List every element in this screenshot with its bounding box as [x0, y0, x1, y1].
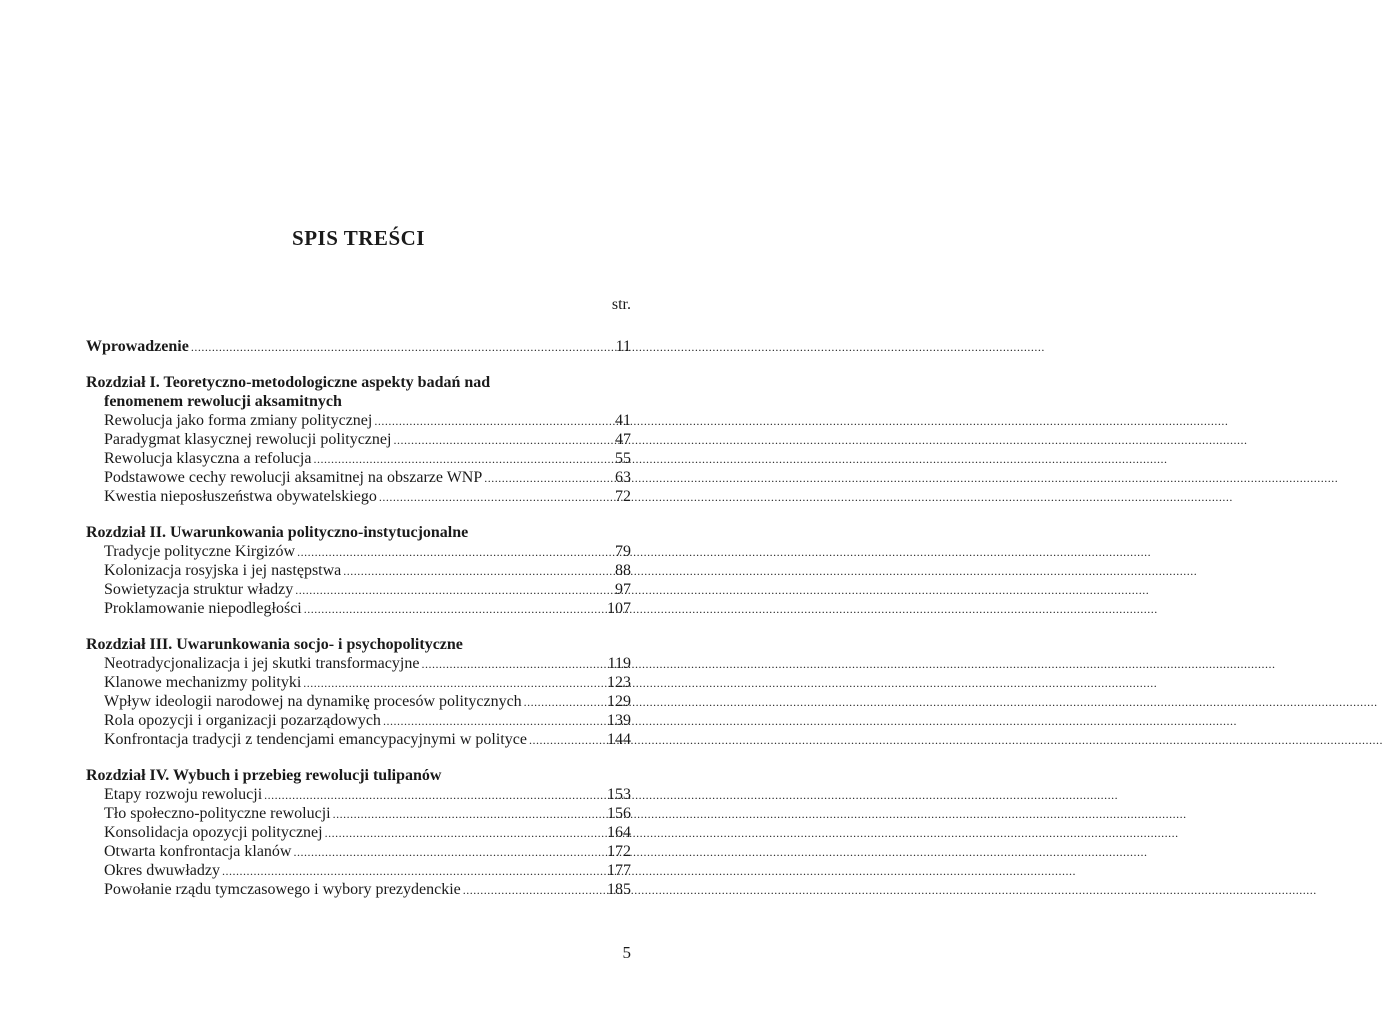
chapter-section	[86, 373, 631, 506]
dot-leader	[313, 450, 595, 469]
dot-leader	[484, 469, 595, 488]
toc-entry-title: Rewolucja klasyczna a refolucja	[104, 450, 312, 467]
toc-entry-intro	[86, 337, 631, 356]
toc-entry	[86, 580, 631, 599]
toc-entry-title: Podstawowe cechy rewolucji aksamitnej na obszarze WNP	[104, 469, 483, 486]
toc-entry	[86, 542, 631, 561]
toc-entry-page: 55	[615, 450, 631, 467]
toc-entry-title: Kwestia nieposłuszeństwa obywatelskiego	[104, 488, 377, 505]
toc-entry-title: Konsolidacja opozycji politycznej	[104, 824, 323, 841]
dot-leader	[393, 431, 595, 450]
toc-entry-page: 177	[607, 862, 631, 879]
toc-entry-page: 139	[607, 712, 631, 729]
dot-leader	[295, 581, 595, 600]
toc-entry-title: Proklamowanie niepodległości	[104, 600, 302, 617]
chapter-section	[86, 635, 631, 749]
dot-leader	[325, 824, 595, 843]
toc-entry-page: 107	[607, 600, 631, 617]
toc-entry-title: Paradygmat klasycznej rewolucji politycznej	[104, 431, 392, 448]
dot-leader	[293, 843, 595, 862]
dot-leader	[222, 862, 595, 881]
chapter-heading: Rozdział II. Uwarunkowania polityczno-instytucjonalne	[86, 524, 469, 541]
toc-entry	[86, 804, 631, 823]
page-column-label: str.	[611, 296, 631, 313]
chapter-heading-continued: fenomenem rewolucji aksamitnych	[104, 393, 342, 410]
chapter-section	[86, 523, 631, 618]
dot-leader	[343, 562, 595, 581]
dot-leader	[529, 731, 595, 750]
toc-entry-title: Konfrontacja tradycji z tendencjami emancypacyjnymi w polityce	[104, 731, 527, 748]
toc-entry-page: 97	[615, 581, 631, 598]
toc-entry-title: Powołanie rządu tymczasowego i wybory prezydenckie	[104, 881, 461, 898]
chapter-heading: Rozdział IV. Wybuch i przebieg rewolucji tulipanów	[86, 767, 442, 784]
toc-entry-page: 123	[607, 674, 631, 691]
toc-entry	[86, 842, 631, 861]
dot-leader	[374, 412, 595, 431]
page-title: SPIS TREŚCI	[292, 226, 425, 250]
toc-entry-page: 47	[615, 431, 631, 448]
toc-entry	[86, 785, 631, 804]
toc-entry-page: 88	[615, 562, 631, 579]
toc-entry	[86, 692, 631, 711]
toc-entry-title: Kolonizacja rosyjska i jej następstwa	[104, 562, 342, 579]
toc-entry	[86, 730, 631, 749]
toc-entry	[86, 673, 631, 692]
toc-entry	[86, 487, 631, 506]
dot-leader	[463, 881, 595, 900]
toc-entry-page: 79	[615, 543, 631, 560]
toc-entry	[86, 430, 631, 449]
toc-entry-title: Okres dwuwładzy	[104, 862, 220, 879]
dot-leader	[297, 543, 595, 562]
toc-entry	[86, 599, 631, 618]
toc-entry-page: 63	[615, 469, 631, 486]
toc-entry-title: Rola opozycji i organizacji pozarządowych	[104, 712, 381, 729]
toc-entry-page: 11	[615, 338, 631, 355]
toc-entry-title: Otwarta konfrontacja klanów	[104, 843, 292, 860]
chapter-heading: Rozdział III. Uwarunkowania socjo- i psychopolityczne	[86, 636, 463, 653]
dot-leader	[524, 693, 595, 712]
toc-entry	[86, 449, 631, 468]
toc-entry-title: Etapy rozwoju rewolucji	[104, 786, 263, 803]
dot-leader	[304, 600, 595, 619]
toc-entry-title: Rewolucja jako forma zmiany politycznej	[104, 412, 373, 429]
dot-leader	[303, 674, 595, 693]
toc-entry-page: 172	[607, 843, 631, 860]
chapter-heading: Rozdział I. Teoretyczno-metodologiczne aspekty badań nad	[86, 374, 491, 391]
toc-entry	[86, 411, 631, 430]
toc-entry	[86, 561, 631, 580]
dot-leader	[421, 655, 595, 674]
page-number: 5	[622, 943, 631, 962]
dot-leader	[191, 338, 595, 357]
toc-entry-title: Wpływ ideologii narodowej na dynamikę procesów politycznych	[104, 693, 522, 710]
toc-entry-title: Tło społeczno-polityczne rewolucji	[104, 805, 331, 822]
toc-entry-title: Klanowe mechanizmy polityki	[104, 674, 302, 691]
toc-entry-page: 185	[607, 881, 631, 898]
toc-entry-page: 144	[607, 731, 631, 748]
toc-entry-page: 72	[615, 488, 631, 505]
dot-leader	[264, 786, 595, 805]
toc-entry	[86, 468, 631, 487]
dot-leader	[383, 712, 595, 731]
toc-entry-page: 129	[607, 693, 631, 710]
toc-entry	[86, 823, 631, 842]
toc-entry	[86, 711, 631, 730]
toc-entry-page: 119	[607, 655, 631, 672]
toc-entry-page: 41	[615, 412, 631, 429]
toc-entry	[86, 654, 631, 673]
toc-entry-page: 153	[607, 786, 631, 803]
toc-entry-page: 156	[607, 805, 631, 822]
toc-entry	[86, 861, 631, 880]
toc-entry-title: Neotradycjonalizacja i jej skutki transformacyjne	[104, 655, 420, 672]
dot-leader	[379, 488, 595, 507]
toc-entry-title: Tradycje polityczne Kirgizów	[104, 543, 296, 560]
table-of-contents	[86, 337, 631, 899]
toc-entry-page: 164	[607, 824, 631, 841]
chapter-section	[86, 766, 631, 899]
toc-entry-title: Sowietyzacja struktur władzy	[104, 581, 294, 598]
toc-entry-title: Wprowadzenie	[86, 338, 189, 355]
toc-entry	[86, 880, 631, 899]
dot-leader	[333, 805, 595, 824]
